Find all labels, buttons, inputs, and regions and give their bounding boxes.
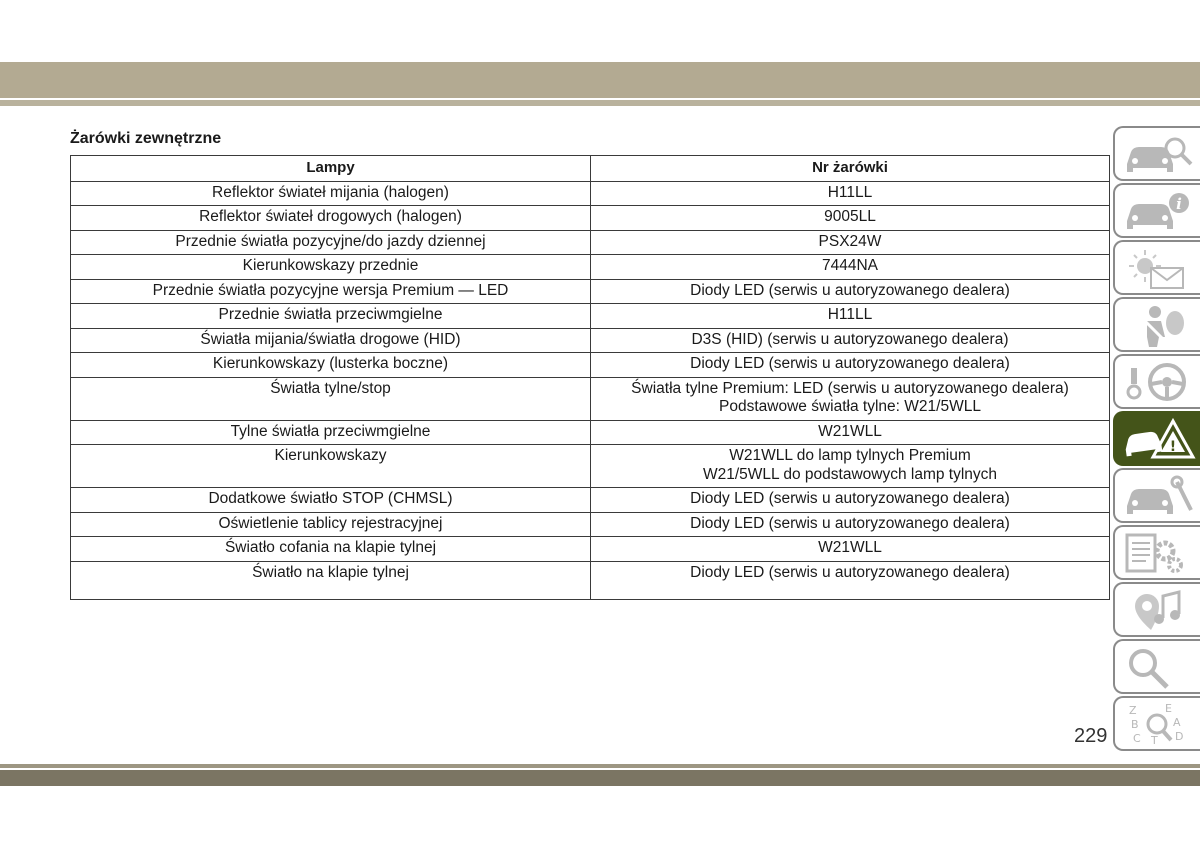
specifications-gears-icon — [1121, 531, 1197, 577]
bulb-cell — [591, 488, 1110, 513]
chapter-tab-index[interactable] — [1113, 696, 1200, 751]
header-band — [0, 62, 1200, 98]
bulb-text: Diody LED (serwis u autoryzowanego dealera) — [690, 563, 1010, 581]
bulb-cell — [591, 304, 1110, 329]
table-header-row — [71, 156, 1110, 182]
bulb-text: W21WLL do lamp tylnych Premium — [729, 447, 971, 464]
chapter-tab-car-info[interactable] — [1113, 183, 1200, 238]
bulb-text: Diody LED (serwis u autoryzowanego dealera) — [690, 514, 1010, 532]
car-info-icon — [1121, 189, 1197, 235]
footer-rule — [0, 764, 1200, 768]
bulb-text: Diody LED (serwis u autoryzowanego dealera) — [690, 355, 1010, 372]
chapter-tab-emergency[interactable] — [1113, 411, 1200, 466]
chapter-tab-specifications[interactable] — [1113, 525, 1200, 580]
page-number: 229 — [1074, 725, 1108, 747]
footer-band — [0, 770, 1200, 786]
svg-text:!: ! — [1169, 439, 1177, 455]
bulb-text: H11LL — [827, 183, 873, 201]
bulb-text: H11LL — [827, 306, 873, 323]
header-rule — [0, 100, 1200, 106]
lamp-cell: Reflektor świateł mijania (halogen) — [71, 181, 591, 206]
bulb-cell — [591, 230, 1110, 255]
bulb-cell — [591, 537, 1110, 562]
table-row — [71, 512, 1110, 537]
multimedia-music-icon — [1121, 588, 1197, 634]
table-row — [71, 230, 1110, 255]
chapter-tab-service[interactable] — [1113, 468, 1200, 523]
lamp-cell: Dodatkowe światło STOP (CHMSL) — [71, 488, 591, 513]
table-row — [71, 445, 1110, 488]
car-search-icon — [1121, 132, 1197, 178]
lamp-cell: Światła tylne/stop — [71, 377, 591, 420]
chapter-tab-multimedia[interactable] — [1113, 582, 1200, 637]
lamp-cell: Przednie światła pozycyjne/do jazdy dziennej — [71, 230, 591, 255]
bulb-text: Diody LED (serwis u autoryzowanego dealera) — [690, 281, 1010, 299]
bulb-text: PSX24W — [818, 232, 882, 250]
lamp-cell: Przednie światła przeciwmgielne — [71, 304, 591, 329]
bulb-cell — [591, 255, 1110, 280]
table-row — [71, 304, 1110, 329]
table-row — [71, 488, 1110, 513]
bulb-text: Podstawowe światła tylne: W21/5WLL — [719, 398, 981, 415]
bulb-table — [70, 155, 1110, 600]
table-row — [71, 328, 1110, 353]
table-row — [71, 206, 1110, 231]
lamp-cell: Tylne światła przeciwmgielne — [71, 420, 591, 445]
car-breakdown-warning-icon — [1121, 417, 1197, 463]
bulb-text: W21WLL — [818, 422, 882, 440]
index-letter: C — [1133, 732, 1141, 745]
table-row — [71, 420, 1110, 445]
bulb-text: 9005LL — [824, 208, 876, 225]
bulb-text: W21/5WLL do podstawowych lamp tylnych — [702, 465, 998, 483]
search-magnifier-icon — [1121, 645, 1197, 691]
table-row — [71, 279, 1110, 304]
bulb-cell — [591, 328, 1110, 353]
lamp-cell: Światło na klapie tylnej — [71, 561, 591, 599]
alphabetical-index-icon — [1121, 702, 1197, 748]
column-header-bulb-number: Nr żarówki — [591, 156, 1110, 182]
table-row — [71, 537, 1110, 562]
bulb-cell — [591, 279, 1110, 304]
section-title: Żarówki zewnętrzne — [70, 130, 222, 147]
lamp-cell: Kierunkowskazy przednie — [71, 255, 591, 280]
bulb-cell — [591, 512, 1110, 537]
table-row — [71, 353, 1110, 378]
bulb-text: W21WLL — [818, 539, 882, 556]
lamp-cell: Światła mijania/światła drogowe (HID) — [71, 328, 591, 353]
chapter-tab-safety[interactable] — [1113, 297, 1200, 352]
column-header-lamps: Lampy — [71, 156, 591, 182]
bulb-cell — [591, 181, 1110, 206]
bulb-cell — [591, 561, 1110, 599]
steering-wheel-key-icon — [1121, 360, 1197, 406]
lamp-cell: Przednie światła pozycyjne wersja Premium — LED — [71, 279, 591, 304]
chapter-tab-search[interactable] — [1113, 639, 1200, 694]
bulb-cell — [591, 420, 1110, 445]
lamp-cell: Kierunkowskazy (lusterka boczne) — [71, 353, 591, 378]
table-row — [71, 561, 1110, 599]
lamp-cell: Reflektor świateł drogowych (halogen) — [71, 206, 591, 231]
car-service-tools-icon — [1121, 474, 1197, 520]
table-row — [71, 377, 1110, 420]
lamp-cell: Oświetlenie tablicy rejestracyjnej — [71, 512, 591, 537]
bulb-text: Diody LED (serwis u autoryzowanego dealera) — [690, 490, 1010, 507]
lamp-cell: Światło cofania na klapie tylnej — [71, 537, 591, 562]
chapter-tab-warning-lights[interactable] — [1113, 240, 1200, 295]
table-row — [71, 181, 1110, 206]
chapter-tab-driving[interactable] — [1113, 354, 1200, 409]
chapter-tab-car-search[interactable] — [1113, 126, 1200, 181]
bulb-cell — [591, 353, 1110, 378]
bulb-text: Światła tylne Premium: LED (serwis u autoryzowanego dealera) — [631, 379, 1069, 397]
index-letter: Z — [1129, 704, 1137, 717]
lamp-cell: Kierunkowskazy — [71, 445, 591, 488]
bulb-cell — [591, 445, 1110, 488]
index-letter: A — [1173, 716, 1181, 729]
table-row — [71, 255, 1110, 280]
index-letter: D — [1175, 730, 1184, 743]
bulb-text: 7444NA — [821, 257, 878, 274]
index-letter: B — [1131, 718, 1139, 731]
bulb-cell — [591, 377, 1110, 420]
bulb-text: D3S (HID) (serwis u autoryzowanego dealera) — [691, 330, 1009, 348]
svg-text:i: i — [1176, 195, 1182, 213]
index-letter: E — [1165, 702, 1172, 715]
index-letter: T — [1151, 734, 1158, 747]
warning-lights-message-icon — [1121, 246, 1197, 292]
airbag-safety-icon — [1121, 303, 1197, 349]
bulb-cell — [591, 206, 1110, 231]
